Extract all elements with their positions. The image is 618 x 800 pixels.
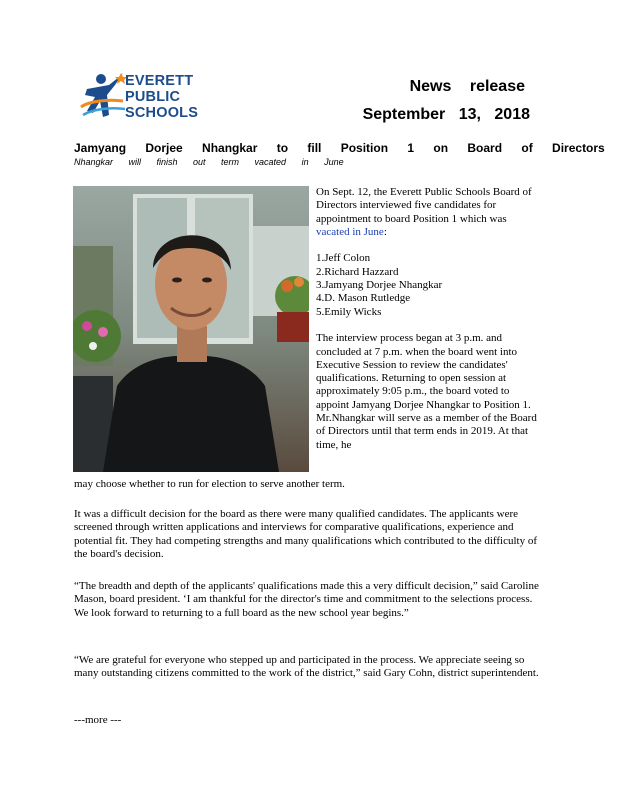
intro-text: On Sept. 12, the Everett Public Schools Board of Directors interviewed five candidates for appointment to board Position 1 which was	[316, 186, 532, 225]
candidate-list	[316, 252, 541, 318]
portrait-photo	[73, 186, 309, 472]
logo-line-everett: EVERETT	[125, 73, 194, 89]
president-quote: “The breadth and depth of the applicants' qualifications made this a very difficult decision,” said Caroline Mason, board president. ‘I am thankful for the director's time and commitment to the selections process. We look forward to returning to a full board as the new school year begins.”	[74, 580, 539, 619]
candidate-item: 2.Richard Hazzard	[316, 265, 399, 278]
process-tail-block	[74, 478, 540, 491]
intro-column	[316, 186, 541, 465]
process-paragraph-tail: may choose whether to run for election to serve another term.	[74, 478, 345, 490]
superintendent-quote: “We are grateful for everyone who stepped up and participated in the process. We appreciate seeing so many outstanding citizens committed to the work of the district,” said Gary Cohn, district superintendent.	[74, 654, 539, 680]
subheadline: Nhangkar will finish out term vacated in June	[74, 157, 344, 167]
candidate-item: 1.Jeff Colon	[316, 252, 371, 265]
logo-line-schools: SCHOOLS	[125, 105, 199, 121]
superintendent-quote-block	[74, 654, 540, 681]
headline: Jamyang Dorjee Nhangkar to fill Position 1 on Board of Directors	[74, 141, 605, 155]
release-date: September 13, 2018	[362, 106, 530, 123]
news-release-label: News release	[409, 78, 525, 95]
more-marker-block	[74, 714, 540, 727]
district-logo	[79, 71, 239, 127]
vacated-link[interactable]: vacated in June	[316, 225, 384, 238]
candidate-item: 4.D. Mason Rutledge	[316, 292, 411, 305]
president-quote-block	[74, 580, 540, 620]
difficulty-paragraph: It was a difficult decision for the board as there were many qualified candidates. The applicants were screened through written applications and interviews for comparative qualifications, experience and potential fit. They had competing strengths and many qualifications which contributed to the difficulty of the board's decision.	[74, 508, 538, 560]
candidate-item: 5.Emily Wicks	[316, 305, 382, 318]
process-paragraph: The interview process began at 3 p.m. and concluded at 7 p.m. when the board went into Executive Session to review the candidates' qualifications. Returning to open session at approximately 9:05 p.m., the board voted to appoint Jamyang Dorjee Nhangkar to Position 1. Mr.Nhangkar will serve as a member of the Board of Directors until that term ends in 2019. At that time, he	[316, 332, 537, 451]
more-marker: ---more ---	[74, 714, 122, 726]
logo-figure-icon	[79, 71, 127, 127]
logo-line-public: PUBLIC	[125, 89, 181, 105]
intro-paragraph	[316, 186, 541, 239]
intro-colon: :	[383, 225, 387, 238]
difficulty-block	[74, 508, 540, 561]
candidate-item: 3.Jamyang Dorjee Nhangkar	[316, 279, 443, 292]
